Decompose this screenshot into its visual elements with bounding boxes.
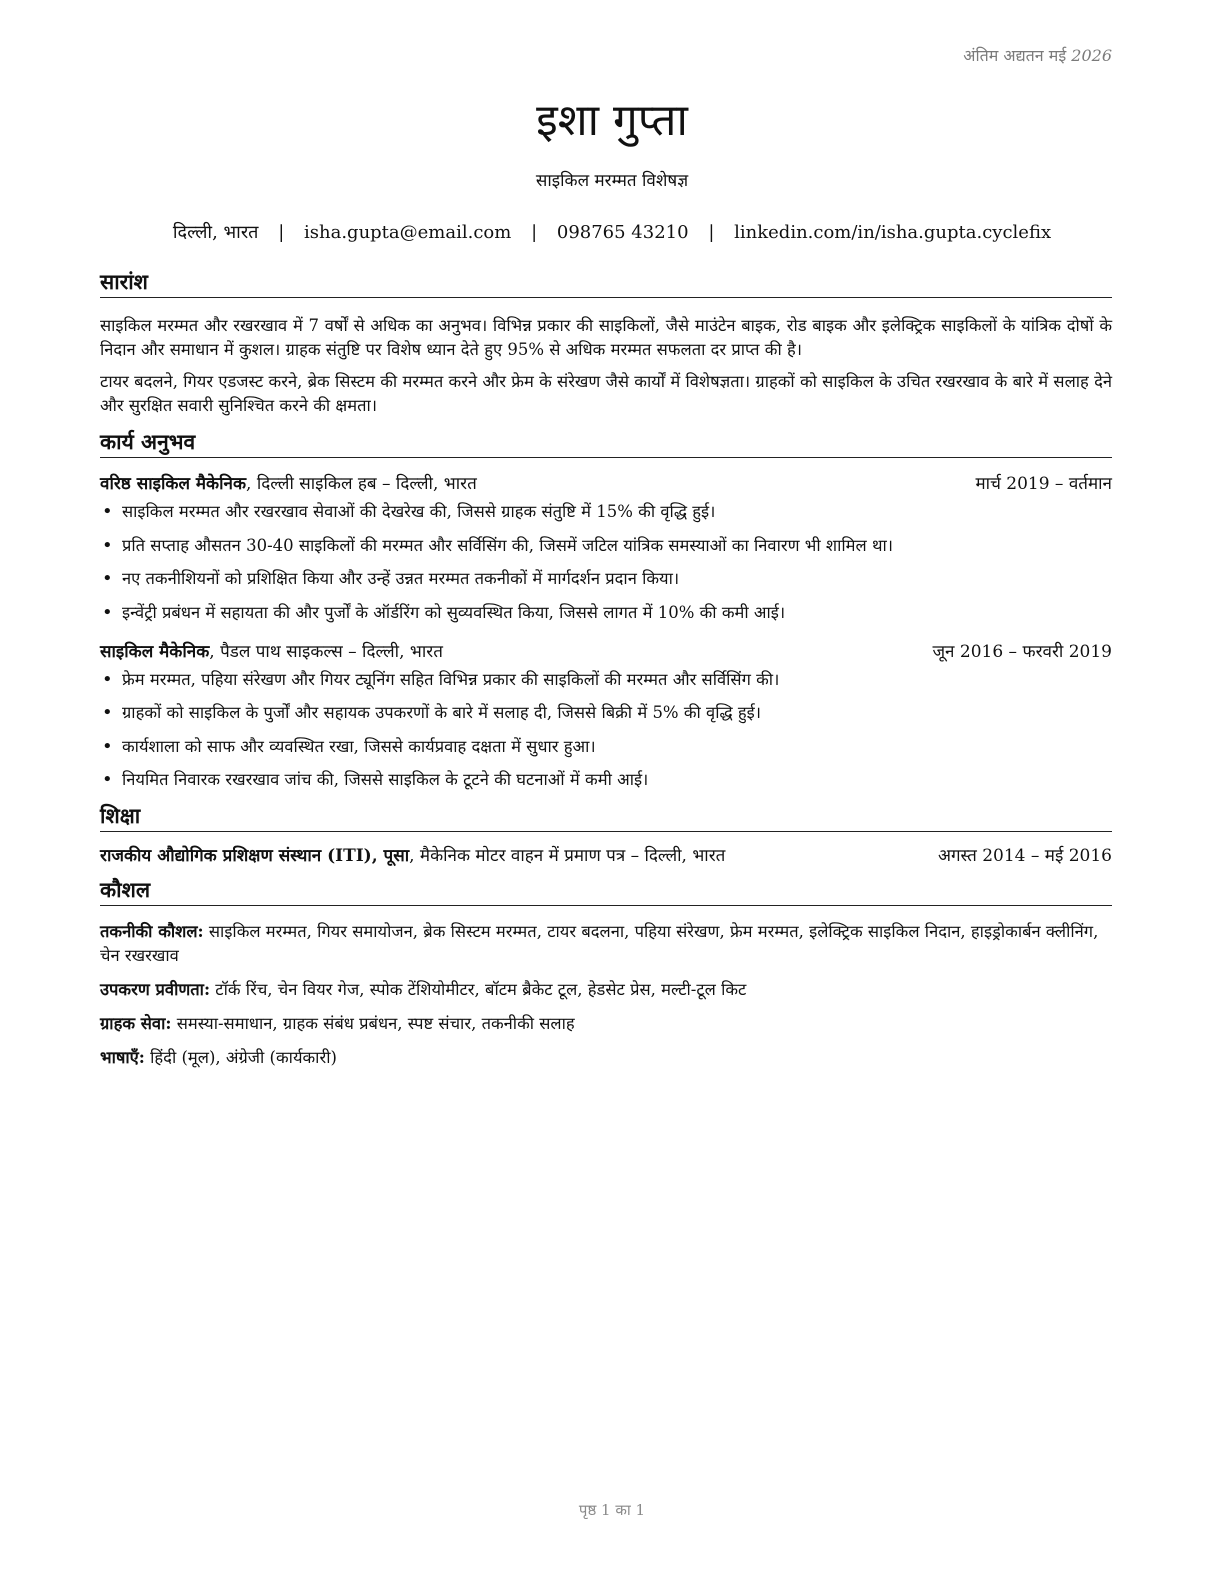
page-number: पृष्ठ 1 का 1 [578, 1501, 646, 1519]
summary-paragraph: टायर बदलने, गियर एडजस्ट करने, ब्रेक सिस्टम की मरम्मत करने और फ्रेम के संरेखण जैसे कार्यों में विशेषज्ञता। ग्राहकों को साइकिल के उचित रखरखाव के बारे में सलाह देने और सुरक्षित सवारी सुनिश्चित करने की क्षमता। [100, 372, 1112, 415]
job-bullet: • प्रति सप्ताह औसतन 30-40 साइकिलों की मरम्मत और सर्विसिंग की, जिसमें जटिल यांत्रिक समस्याओं का निवारण भी शामिल था। [100, 534, 1112, 558]
job-org: , पैडल पाथ साइकल्स – दिल्ली, भारत [209, 641, 443, 662]
skill-value: हिंदी (मूल), अंग्रेजी (कार्यकारी) [144, 1047, 337, 1067]
education-dates: अगस्त 2014 – मई 2016 [937, 845, 1112, 866]
contact-separator: | [708, 222, 715, 243]
experience-section [100, 428, 1112, 792]
job-org: , दिल्ली साइकिल हब – दिल्ली, भारत [246, 474, 477, 494]
job-entry [100, 640, 1112, 793]
education-institution: राजकीय औद्योगिक प्रशिक्षण संस्थान (ITI), पूसा [100, 845, 410, 866]
job-dates: जून 2016 – फरवरी 2019 [932, 641, 1112, 662]
skill-row [100, 1012, 1112, 1036]
contact-email[interactable]: isha.gupta@email.com [304, 222, 512, 243]
contact-separator: | [278, 222, 285, 243]
job-bullet: • नए तकनीशियनों को प्रशिक्षित किया और उन्हें उन्नत मरम्मत तकनीकों में मार्गदर्शन प्रदान किया। [100, 567, 1112, 591]
summary-paragraph: साइकिल मरम्मत और रखरखाव में 7 वर्षों से अधिक का अनुभव। विभिन्न प्रकार की साइकिलों, जैसे माउंटेन बाइक, रोड बाइक और इलेक्ट्रिक साइकिलों के यांत्रिक दोषों के निदान और समाधान में कुशल। ग्राहक संतुष्टि पर विशेष ध्यान देते हुए 95% से अधिक मरम्मत सफलता दर प्राप्त की है। [100, 316, 1112, 359]
job-bullet: • नियमित निवारक रखरखाव जांच की, जिससे साइकिल के टूटने की घटनाओं में कमी आई। [100, 768, 1112, 792]
skill-row [100, 1046, 1112, 1070]
job-role: वरिष्ठ साइकिल मैकेनिक [100, 474, 247, 494]
last-updated-label: अंतिम अद्यतन मई [963, 46, 1067, 65]
job-bullet: • साइकिल मरम्मत और रखरखाव सेवाओं की देखरेख की, जिससे ग्राहक संतुष्टि में 15% की वृद्धि हुई। [100, 500, 1112, 524]
job-role-org [100, 472, 477, 496]
last-updated-year: 2026 [1071, 46, 1112, 65]
education-main [100, 844, 725, 868]
job-header [100, 640, 1112, 664]
education-section [100, 802, 1112, 868]
skill-value: समस्या-समाधान, ग्राहक संबंध प्रबंधन, स्पष्ट संचार, तकनीकी सलाह [171, 1013, 575, 1033]
education-details: , मैकेनिक मोटर वाहन में प्रमाण पत्र – दिल्ली, भारत [409, 845, 726, 866]
summary-section [100, 268, 1112, 418]
job-dates: मार्च 2019 – वर्तमान [975, 474, 1112, 494]
last-updated [963, 44, 1112, 66]
job-bullets [100, 500, 1112, 625]
skill-row [100, 920, 1112, 968]
skill-label: तकनीकी कौशल: [100, 921, 204, 941]
experience-heading: कार्य अनुभव [100, 428, 1112, 458]
contact-linkedin[interactable]: linkedin.com/in/isha.gupta.cyclefix [734, 222, 1052, 243]
skills-heading: कौशल [100, 876, 1112, 906]
skill-label: ग्राहक सेवा: [100, 1013, 172, 1033]
job-bullets [100, 668, 1112, 793]
contact-separator: | [531, 222, 538, 243]
skills-section [100, 876, 1112, 1070]
job-bullet: • फ्रेम मरम्मत, पहिया संरेखण और गियर ट्यूनिंग सहित विभिन्न प्रकार की साइकिलों की मरम्मत और सर्विसिंग की। [100, 668, 1112, 692]
contact-location: दिल्ली, भारत [172, 222, 259, 243]
summary-heading: सारांश [100, 268, 1112, 298]
resume-body [100, 268, 1112, 1070]
job-role: साइकिल मैकेनिक [100, 641, 210, 662]
job-bullet: • कार्यशाला को साफ और व्यवस्थित रखा, जिससे कार्यप्रवाह दक्षता में सुधार हुआ। [100, 735, 1112, 759]
job-header [100, 472, 1112, 496]
candidate-name: इशा गुप्ता [536, 95, 688, 146]
job-bullet: • इन्वेंट्री प्रबंधन में सहायता की और पुर्जों के ऑर्डरिंग को सुव्यवस्थित किया, जिससे लागत में 10% की कमी आई। [100, 601, 1112, 625]
education-entry [100, 844, 1112, 868]
job-role-org [100, 640, 443, 664]
skill-label: भाषाएँ: [100, 1047, 145, 1067]
skill-row [100, 978, 1112, 1002]
skill-value: टॉर्क रिंच, चेन वियर गेज, स्पोक टेंशियोमीटर, बॉटम ब्रैकेट टूल, हेडसेट प्रेस, मल्टी-टूल किट [210, 979, 747, 999]
candidate-title: साइकिल मरम्मत विशेषज्ञ [535, 171, 689, 191]
job-entry [100, 472, 1112, 625]
job-bullet: • ग्राहकों को साइकिल के पुर्जों और सहायक उपकरणों के बारे में सलाह दी, जिससे बिक्री में 5% की वृद्धि हुई। [100, 701, 1112, 725]
contact-phone: 098765 43210 [556, 222, 689, 243]
skill-value: साइकिल मरम्मत, गियर समायोजन, ब्रेक सिस्टम मरम्मत, टायर बदलना, पहिया संरेखण, फ्रेम मरम्मत, इलेक्ट्रिक साइकिल निदान, हाइड्रोकार्बन क्लीनिंग, चेन रखरखाव [100, 921, 1099, 965]
skill-label: उपकरण प्रवीणता: [100, 979, 211, 999]
education-heading: शिक्षा [100, 802, 1112, 832]
contact-line [0, 220, 1224, 244]
